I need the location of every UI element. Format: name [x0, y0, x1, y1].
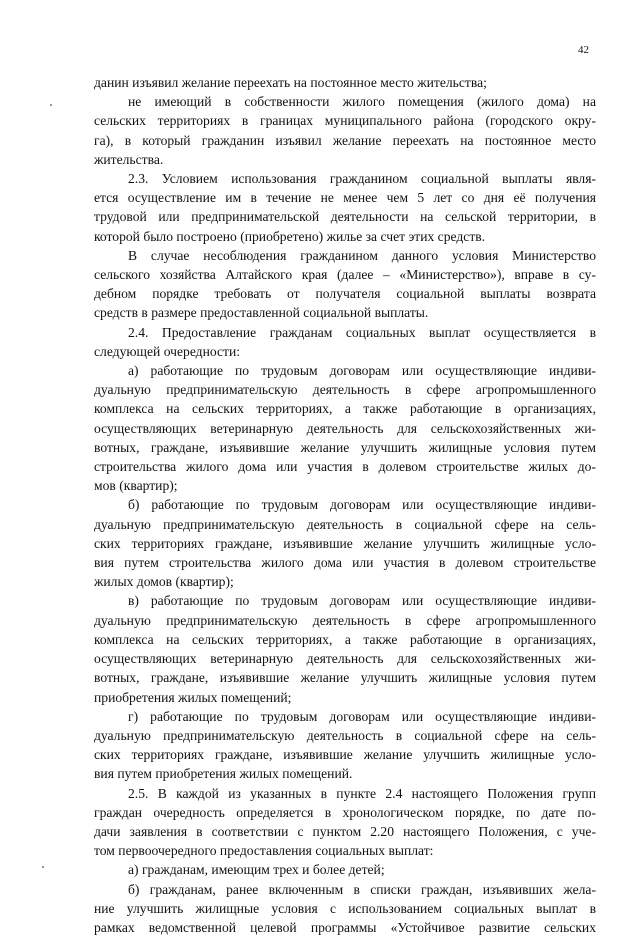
text-line: приобретения жилых помещений;: [94, 689, 292, 705]
text-line: дуальную предпринимательскую деятельность в социальной сфере на сель-: [94, 727, 596, 743]
text-line: дачи заявления в соответствии с пунктом 2.20 настоящего Положения, с уче-: [94, 823, 596, 839]
text-line: В случае несоблюдения гражданином данного условия Министерство: [128, 247, 596, 263]
text-line: 2.3. Условием использования гражданином социальной выплаты явля-: [128, 171, 596, 187]
text-line: сельского хозяйства Алтайского края (далее – «Министерство»), вправе в су-: [94, 267, 596, 283]
text-line: не имеющий в собственности жилого помещения (жилого дома) на: [128, 94, 596, 110]
text-line: дуальную предпринимательскую деятельность в сфере агропромышленного: [94, 382, 596, 398]
text-line: трудовой или предпринимательской деятельности на сельской территории, в: [94, 209, 596, 225]
text-line: том первоочередного предоставления социальных выплат:: [94, 843, 434, 859]
text-line: ние улучшить жилищные условия с использованием социальных выплат в: [94, 900, 596, 916]
text-line: жительства.: [94, 151, 164, 167]
text-line: граждан очередность определяется в хронологическом порядке, по дате по-: [94, 804, 596, 820]
document-body: [94, 73, 596, 937]
text-line: рамках ведомственной целевой программы «Устойчивое развитие сельских: [94, 919, 596, 935]
text-line: вотных, граждане, изъявившие желание улучшить жилищные условия путем: [94, 670, 596, 686]
text-line: данин изъявил желание переехать на постоянное место жительства;: [94, 75, 487, 90]
text-line: г) работающие по трудовым договорам или осуществляющие индиви-: [128, 708, 596, 724]
text-line: ется осуществление им в течение не менее чем 5 лет со дня её получения: [94, 190, 596, 206]
text-line: которой было построено (приобретено) жилье за счет этих средств.: [94, 228, 486, 244]
text-line: дуальную предпринимательскую деятельность в сфере агропромышленного: [94, 612, 596, 628]
text-line: мов (квартир);: [94, 478, 178, 494]
text-line: дебном порядке требовать от получателя социальной выплаты возврата: [94, 286, 596, 302]
text-line: б) гражданам, ранее включенным в списки граждан, изъявивших жела-: [128, 881, 596, 897]
scan-speck: [42, 866, 44, 868]
text-line: осуществляющих ветеринарную деятельность для сельскохозяйственных жи-: [94, 651, 596, 667]
text-line: комплекса на сельских территориях, а также работающие в организациях,: [94, 401, 596, 417]
text-line: 2.5. В каждой из указанных в пункте 2.4 настоящего Положения групп: [128, 785, 596, 801]
text-line: га), в который гражданин изъявил желание переехать на постоянное место: [94, 132, 596, 148]
text-line: комплекса на сельских территориях, а также работающие в организациях,: [94, 631, 596, 647]
text-line: ских территориях граждане, изъявившие желание улучшить жилищные усло-: [94, 747, 596, 763]
text-line: следующей очередности:: [94, 343, 241, 359]
text-line: б) работающие по трудовым договорам или осуществляющие индиви-: [128, 497, 596, 513]
text-line: жилых домов (квартир);: [94, 574, 234, 590]
text-line: осуществляющих ветеринарную деятельность для сельскохозяйственных жи-: [94, 420, 596, 436]
text-line: сельских территориях в границах муниципального района (городского окру-: [94, 113, 596, 129]
text-line: в) работающие по трудовым договорам или осуществляющие индиви-: [128, 593, 596, 609]
text-line: а) работающие по трудовым договорам или осуществляющие индиви-: [128, 363, 596, 379]
text-line: а) гражданам, имеющим трех и более детей;: [128, 862, 385, 878]
text-line: строительства жилого дома или участия в долевом строительстве жилых до-: [94, 459, 596, 475]
text-line: дуальную предпринимательскую деятельность в социальной сфере на сель-: [94, 516, 596, 532]
page-number: 42: [578, 44, 589, 56]
text-line: 2.4. Предоставление гражданам социальных выплат осуществляется в: [128, 324, 596, 340]
text-line: ских территориях граждане, изъявившие желание улучшить жилищные усло-: [94, 535, 596, 551]
text-line: вия путем приобретения жилых помещений.: [94, 766, 353, 782]
text-line: вия путем строительства жилого дома или участия в долевом строительстве: [94, 555, 596, 571]
text-line: вотных, граждане, изъявившие желание улучшить жилищные условия путем: [94, 439, 596, 455]
text-line: средств в размере предоставленной социальной выплаты.: [94, 305, 429, 321]
scan-speck: [50, 104, 52, 106]
